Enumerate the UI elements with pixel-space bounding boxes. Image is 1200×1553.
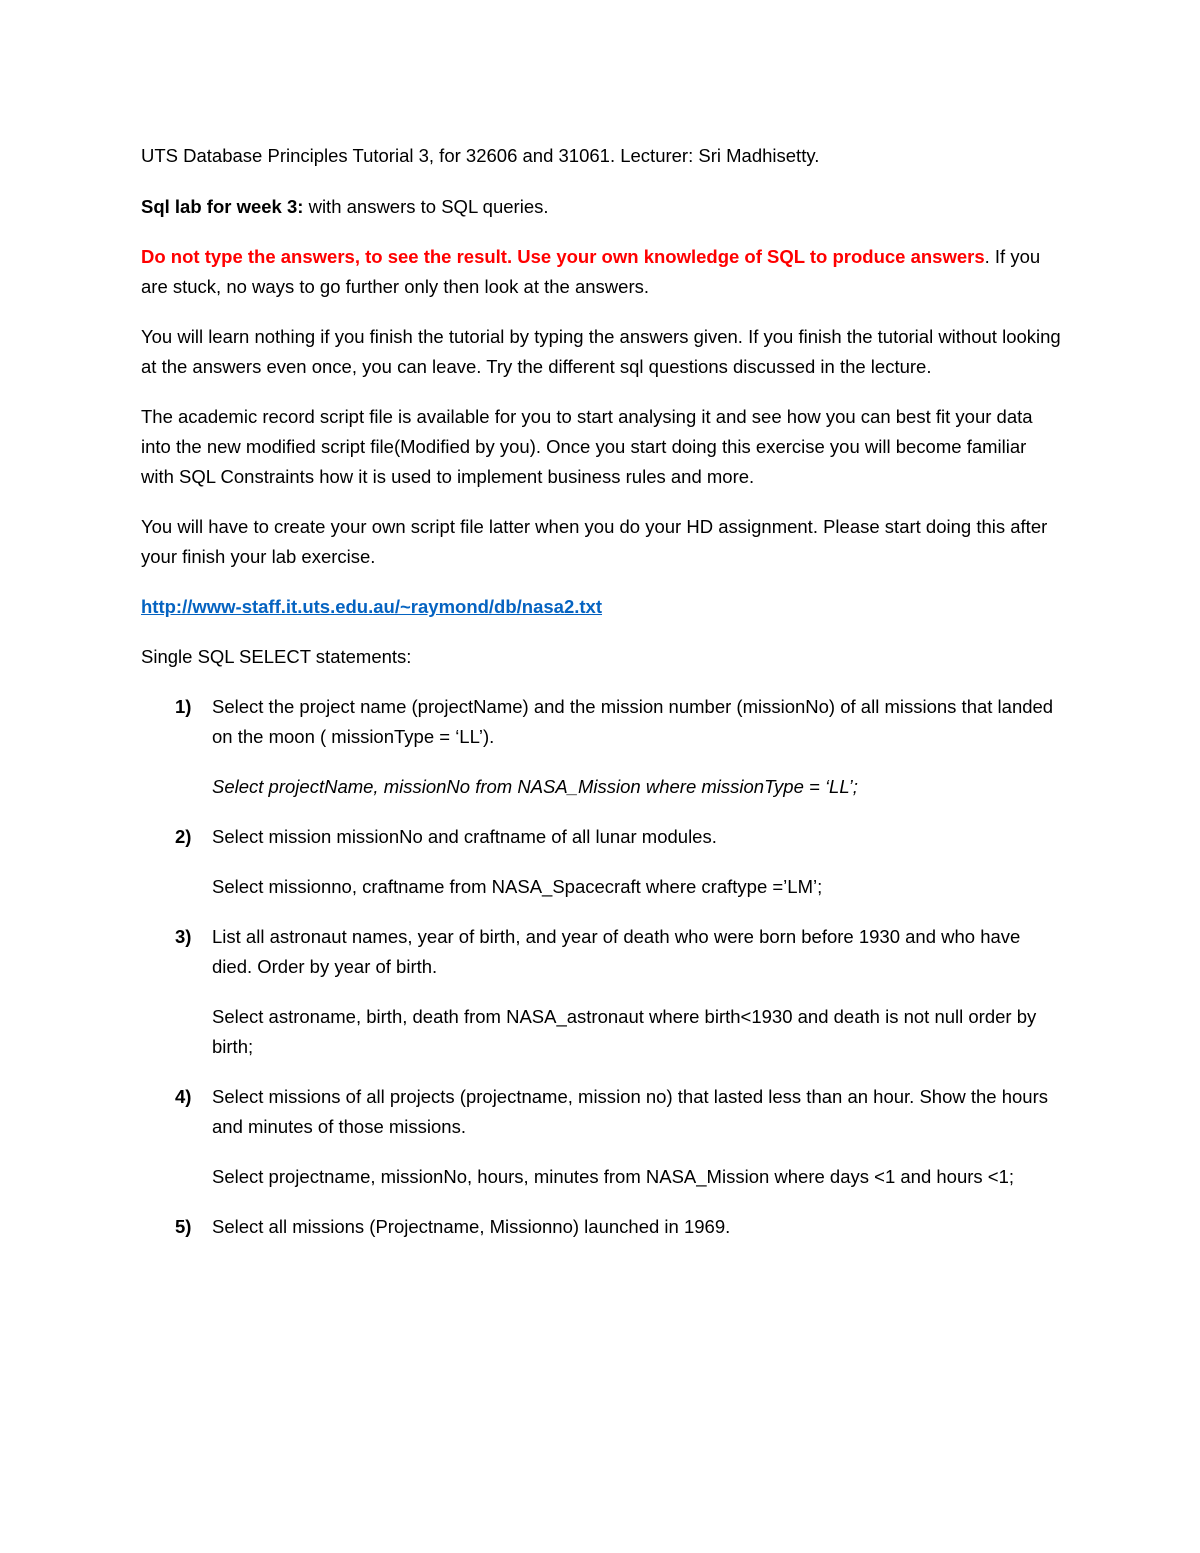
lab-line [141,192,1061,222]
learn-paragraph: You will learn nothing if you finish the tutorial by typing the answers given. If you finish the tutorial without looking at the answers even once, you can leave. Try the different sql questions discussed in the lecture. [141,326,1061,377]
document-page [141,141,1061,1262]
question-number: 3) [175,926,192,947]
question-1 [141,692,1061,752]
question-5 [141,1212,1061,1242]
document-title: UTS Database Principles Tutorial 3, for 32606 and 31061. Lecturer: Sri Madhisetty. [141,145,820,166]
warning-paragraph [141,242,1061,302]
script-paragraph: The academic record script file is available for you to start analysing it and see how you can best fit your data into the new modified script file(Modified by you). Once you start doing this exercise you will become familiar with SQL Constraints how it is used to implement business rules and more. [141,406,1033,487]
question-text: Select mission missionNo and craftname of all lunar modules. [212,826,717,847]
question-text: List all astronaut names, year of birth, and year of death who were born before 1930 and who have died. Order by year of birth. [212,926,1021,977]
question-number: 1) [175,696,192,717]
question-number: 4) [175,1086,192,1107]
section-heading: Single SQL SELECT statements: [141,646,412,667]
lab-description: with answers to SQL queries. [303,196,549,217]
question-text: Select the project name (projectName) and the mission number (missionNo) of all missions that landed on the moon ( missionType = ‘LL’). [212,696,1054,747]
answer-2: Select missionno, craftname from NASA_Spacecraft where craftype =’LM’; [212,876,823,897]
question-3 [141,922,1061,982]
answer-1: Select projectName, missionNo from NASA_Mission where missionType = ‘LL’; [212,776,858,797]
question-4 [141,1082,1061,1142]
question-number: 2) [175,826,192,847]
answer-3: Select astroname, birth, death from NASA_astronaut where birth<1930 and death is not null order by birth; [212,1006,1037,1057]
lab-label: Sql lab for week 3: [141,196,304,217]
question-text: Select all missions (Projectname, Missionno) launched in 1969. [212,1216,731,1237]
warning-rest: . If you are stuck, no ways to go further only then look at the answers. [141,246,1041,297]
question-text: Select missions of all projects (projectname, mission no) that lasted less than an hour. Show the hours and minutes of those missions. [212,1086,1049,1137]
warning-text: Do not type the answers, to see the result. Use your own knowledge of SQL to produce answers [141,246,985,267]
link-line [141,592,1061,622]
answer-4: Select projectname, missionNo, hours, minutes from NASA_Mission where days <1 and hours <1; [212,1166,1015,1187]
nasa-script-link[interactable]: http://www-staff.it.uts.edu.au/~raymond/db/nasa2.txt [141,596,603,617]
question-2 [141,822,1061,852]
hd-paragraph: You will have to create your own script file latter when you do your HD assignment. Please start doing this after your finish your lab exercise. [141,516,1048,567]
question-number: 5) [175,1216,192,1237]
